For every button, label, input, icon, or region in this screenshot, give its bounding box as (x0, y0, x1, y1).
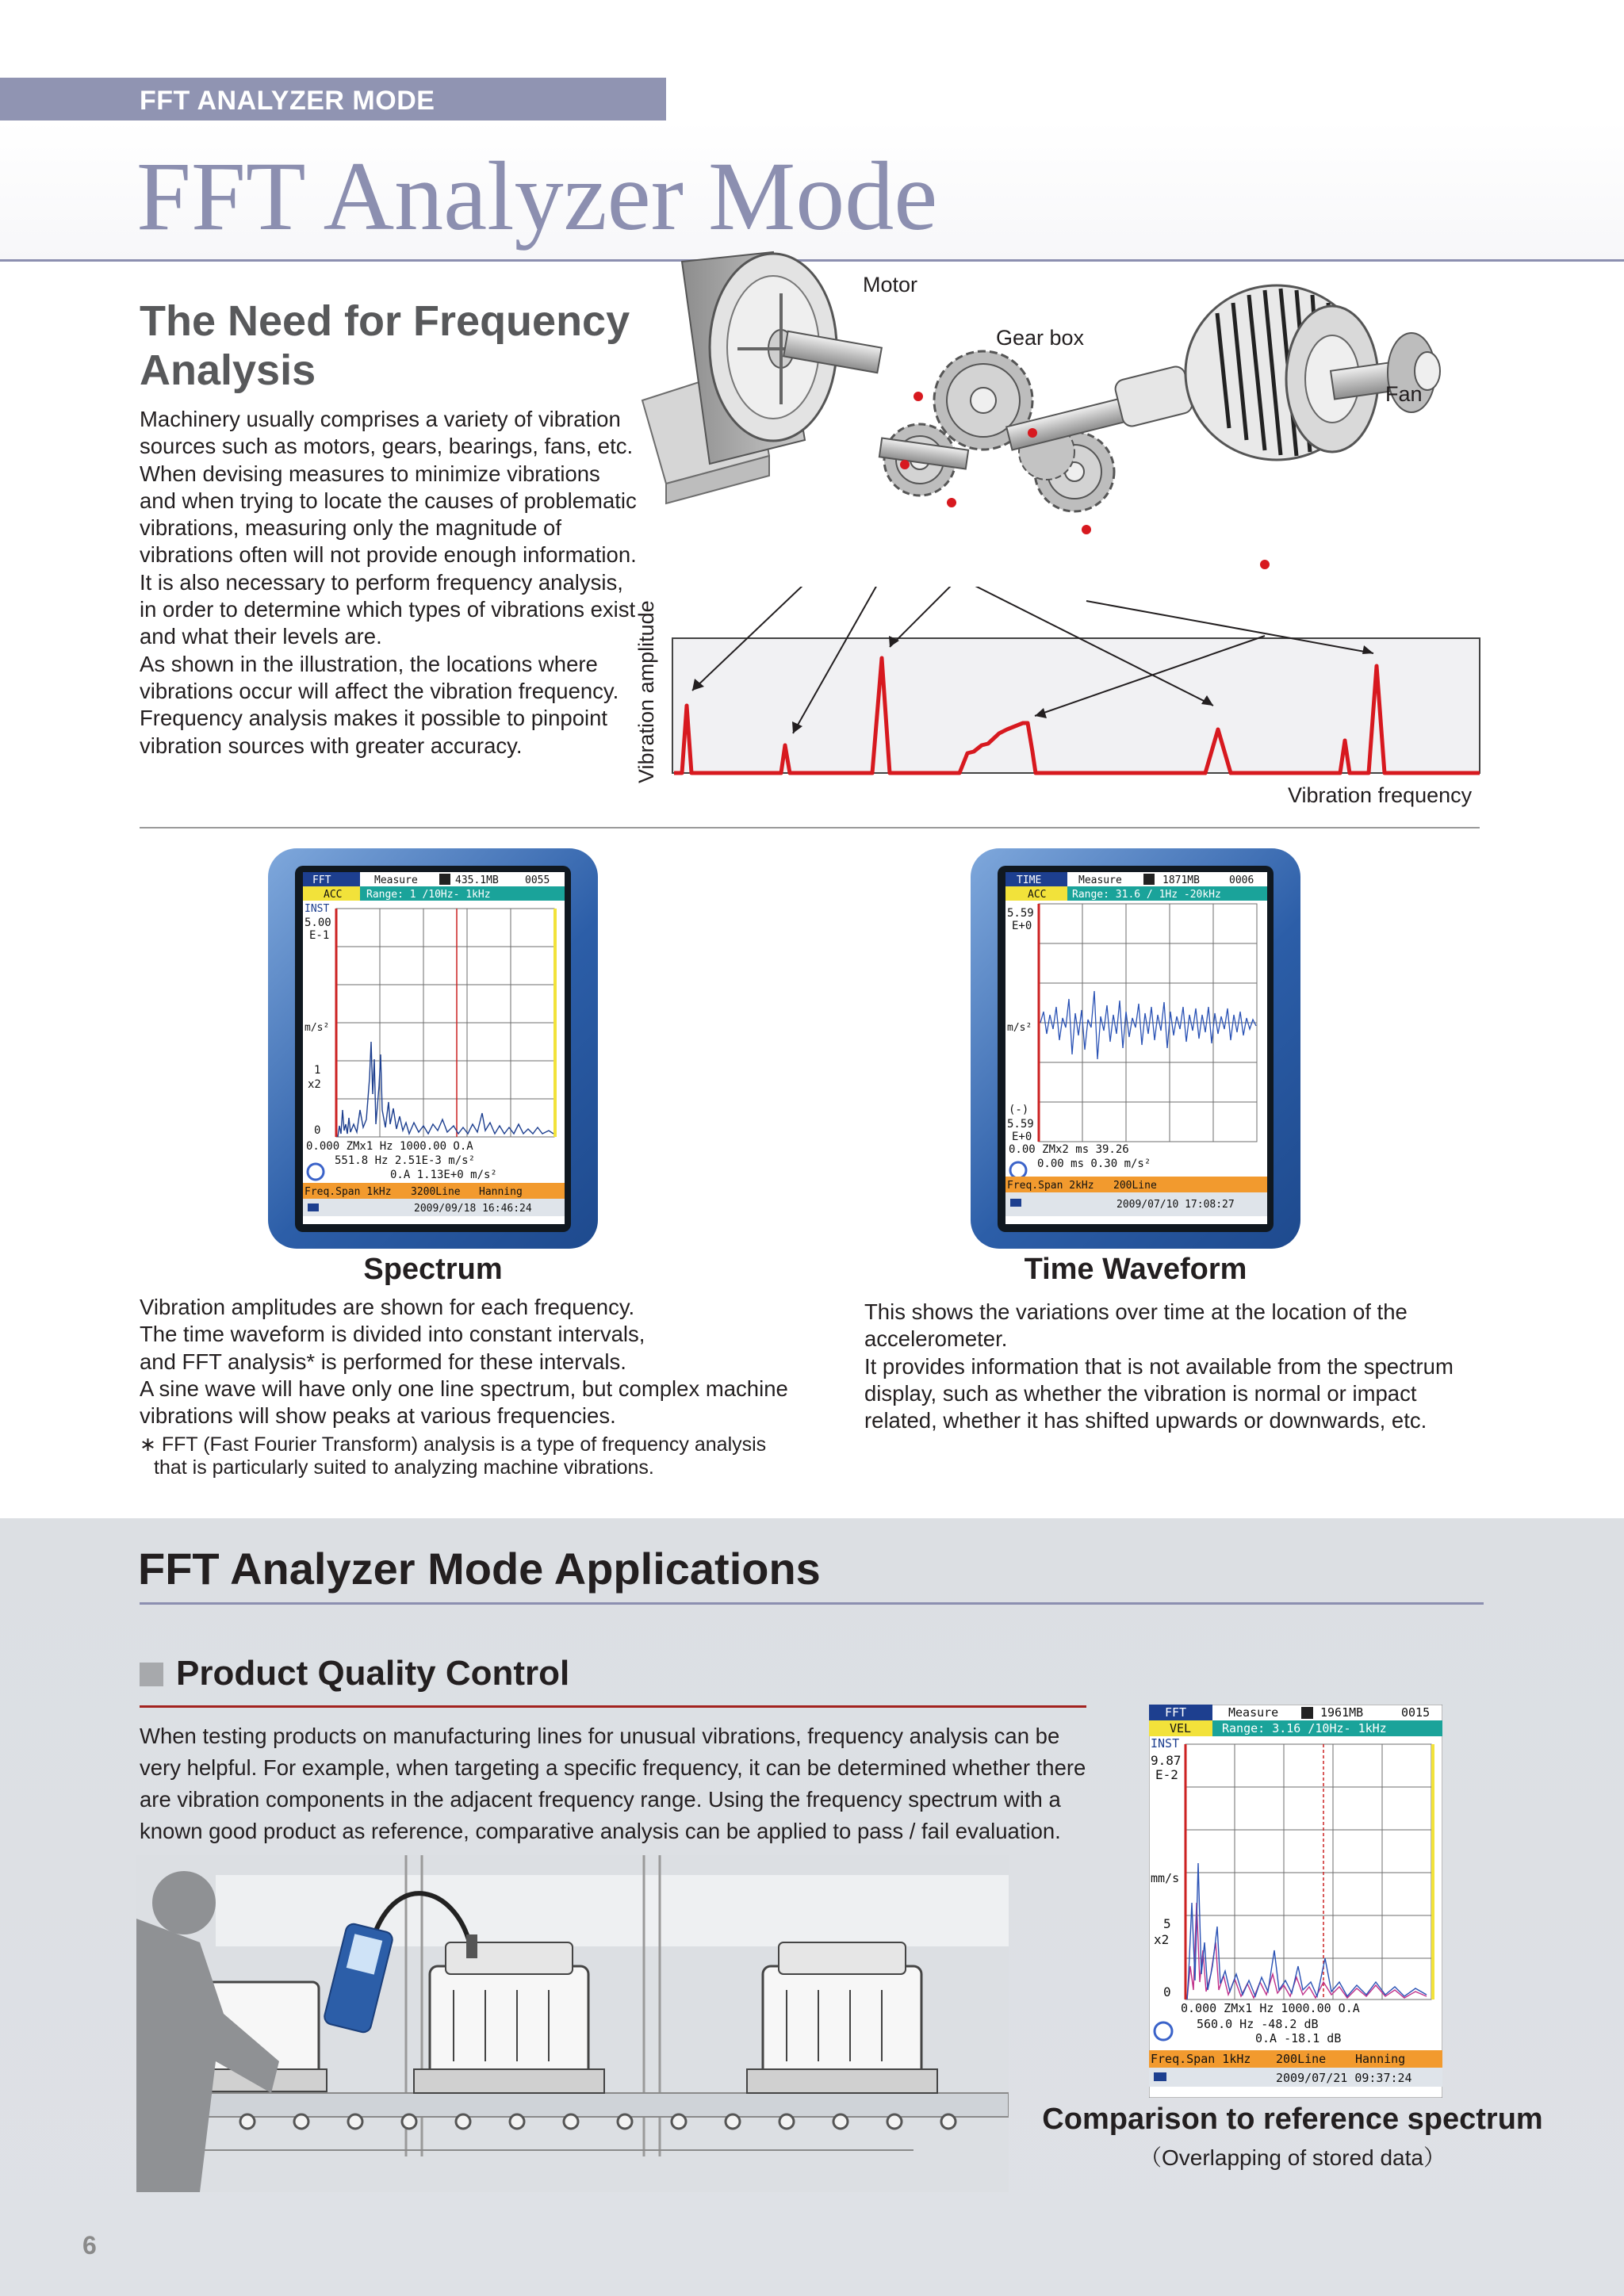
fft-footnote (140, 1433, 790, 1479)
need-paragraph-2: As shown in the illustration, the locations where vibrations occur will affect the vibration frequency. Frequency analysis makes it possible to pinpoint vibration sources with greater accuracy. (140, 651, 619, 758)
compare-readout-2: 560.0 Hz -48.2 dB (1197, 2017, 1319, 2031)
need-heading (140, 297, 663, 395)
screen-y-exp: E-1 (309, 929, 330, 942)
time-screen-y-unit: m/s² (1007, 1022, 1032, 1034)
gear-box-label: Gear box (996, 326, 1085, 350)
accelerometer (466, 1934, 477, 1958)
time-screen-datetime: 2009/07/10 17:08:27 (1116, 1199, 1235, 1211)
pqc-bullet (140, 1663, 163, 1686)
plot-frame (672, 638, 1480, 773)
time-description (864, 1299, 1467, 1434)
screen-y-scale-b: x2 (308, 1078, 321, 1091)
time-screen (1005, 872, 1267, 1224)
screen-footer-lines: 3200Line (411, 1186, 461, 1198)
motor-label: Motor (863, 273, 918, 297)
compare-inst: INST (1151, 1736, 1180, 1751)
spectrum-text-2: The time waveform is divided into constant intervals, (140, 1322, 645, 1347)
time-device (971, 848, 1300, 1249)
footnote-line-1: ∗ FFT (Fast Fourier Transform) analysis is a type of frequency analysis (140, 1433, 767, 1456)
time-screen-footer-span: Freq.Span 2kHz (1007, 1180, 1094, 1192)
page-number: 6 (82, 2231, 97, 2260)
fan (1185, 285, 1440, 460)
compare-readout-3: 0.A -18.1 dB (1255, 2031, 1342, 2045)
compare-y-scale-a: 5 (1163, 1916, 1171, 1931)
screen-readout-1: 0.000 ZMx1 Hz 1000.00 O.A (306, 1140, 473, 1153)
production-line-illustration (136, 1855, 1009, 2192)
compare-measure: Measure (1228, 1705, 1279, 1720)
screen-footer-span: Freq.Span 1kHz (304, 1186, 392, 1198)
time-screen-y-exp: E+0 (1012, 920, 1032, 932)
screen-inst: INST (304, 903, 330, 915)
compare-y-exp: E-2 (1155, 1767, 1178, 1782)
applications-rule (140, 1602, 1484, 1605)
compare-readout-1: 0.000 ZMx1 Hz 1000.00 O.A (1181, 2001, 1360, 2015)
x-axis-label: Vibration frequency (1288, 783, 1473, 807)
compare-y-zero: 0 (1163, 1984, 1171, 1999)
motor (642, 252, 837, 503)
time-screen-y-bot: 5.59 (1007, 1118, 1034, 1131)
time-screen-memory: 1871MB (1162, 874, 1200, 886)
compare-datetime: 2009/07/21 09:37:24 (1276, 2071, 1412, 2085)
compare-footer-lines: 200Line (1276, 2052, 1327, 2066)
screen-memory: 435.1MB (455, 874, 499, 886)
need-intro (140, 406, 639, 760)
time-screen-count: 0006 (1229, 874, 1254, 886)
spectrum-description (140, 1294, 802, 1429)
machinery-illustration (634, 246, 1522, 610)
mid-divider (140, 827, 1480, 828)
time-screen-readout-2: 0.00 ms 0.30 m/s² (1037, 1158, 1151, 1170)
spectrum-text-3: and FFT analysis* is performed for these intervals. (140, 1349, 626, 1374)
screen-unit-tag: ACC (324, 889, 343, 901)
screen-y-top: 5.00 (304, 916, 331, 929)
spectrum-screen (303, 872, 565, 1224)
applications-title: FFT Analyzer Mode Applications (138, 1544, 821, 1594)
screen-y-zero: 0 (314, 1124, 321, 1137)
screen-y-scale-a: 1 (314, 1064, 321, 1077)
screen-measure: Measure (374, 874, 418, 886)
time-screen-range: Range: 31.6 / 1Hz -20kHz (1072, 889, 1221, 901)
spectrum-text-4: A sine wave will have only one line spectrum, but complex machine vibrations will show peaks at various frequencies. (140, 1376, 788, 1429)
engine-2 (414, 1942, 604, 2093)
pqc-body: When testing products on manufacturing lines for unusual vibrations, frequency analysis can be very helpful. For example, when targeting a specific frequency, it can be determined whether there are vibration components in the adjacent frequency range. Using the frequency spectrum with a known good product as reference, comparative analysis can be applied to pass / fail evaluation. (140, 1724, 1086, 1843)
time-screen-y-top: 5.59 (1007, 907, 1034, 920)
screen-datetime: 2009/09/18 16:46:24 (414, 1203, 532, 1215)
compare-y-unit: mm/s (1151, 1871, 1180, 1885)
section-tab (0, 78, 666, 121)
time-text-1: This shows the variations over time at the location of the accelerometer. (864, 1299, 1408, 1352)
screen-readout-3: 0.A 1.13E+0 m/s² (390, 1169, 497, 1181)
comparison-screen (1149, 1705, 1442, 2098)
comparison-subcaption: （Overlapping of stored data） (1139, 2145, 1446, 2170)
screen-readout-2: 551.8 Hz 2.51E-3 m/s² (335, 1154, 476, 1167)
y-axis-label: Vibration amplitude (634, 600, 658, 783)
compare-y-scale-b: x2 (1154, 1932, 1170, 1947)
screen-mode: FFT (312, 874, 331, 886)
section-tab-label: FFT ANALYZER MODE (140, 86, 435, 116)
screen-range: Range: 1 /10Hz- 1kHz (366, 889, 491, 901)
time-screen-footer-lines: 200Line (1113, 1180, 1157, 1192)
time-screen-y-neg: (-) (1009, 1104, 1029, 1116)
time-screen-readout-1: 0.00 ZMx2 ms 39.26 (1009, 1143, 1129, 1156)
conveyor-belt (184, 2093, 1009, 2117)
spectrum-text-1: Vibration amplitudes are shown for each frequency. (140, 1295, 635, 1319)
screen-y-unit: m/s² (304, 1022, 330, 1034)
spectrum-device (268, 848, 598, 1249)
screen-count: 0055 (525, 874, 550, 886)
time-screen-y-bot-exp: E+0 (1012, 1131, 1032, 1143)
need-heading-line2: Analysis (140, 346, 316, 394)
footnote-line-2: that is particularly suited to analyzing machine vibrations. (154, 1456, 654, 1479)
coupling (1113, 365, 1194, 428)
compare-footer-window: Hanning (1355, 2052, 1406, 2066)
time-caption: Time Waveform (1024, 1253, 1247, 1286)
compare-count: 0015 (1401, 1705, 1431, 1720)
spectrum-caption: Spectrum (363, 1253, 503, 1286)
page-title: FFT Analyzer Mode (136, 142, 938, 251)
time-screen-unit-tag: ACC (1028, 889, 1047, 901)
screen-footer-window: Hanning (479, 1186, 523, 1198)
time-text-2: It provides information that is not available from the spectrum display, such as whether the vibration is normal or impact related, whether it has shifted upwards or downwards, etc. (864, 1353, 1454, 1433)
time-screen-mode: TIME (1017, 874, 1042, 886)
engine-3 (747, 1942, 937, 2093)
compare-y-top: 9.87 (1151, 1753, 1182, 1768)
need-heading-line1: The Need for Frequency (140, 297, 630, 345)
fan-label: Fan (1385, 382, 1423, 406)
time-screen-measure: Measure (1078, 874, 1122, 886)
compare-range: Range: 3.16 /10Hz- 1kHz (1222, 1721, 1387, 1735)
gear-box (879, 351, 1159, 511)
compare-memory: 1961MB (1320, 1705, 1364, 1720)
comparison-caption: Comparison to reference spectrum (1042, 2103, 1543, 2136)
pqc-rule (140, 1705, 1086, 1708)
compare-mode: FFT (1165, 1705, 1187, 1720)
need-paragraph-1: Machinery usually comprises a variety of vibration sources such as motors, gears, bearings, fans, etc. When devising measures to minimize vibrations and when trying to locate the causes of problematic vibrations, measuring only the magnitude of vibrations often will not provide enough information. It is also necessary to perform frequency analysis, in order to determine which types of vibrations exist and what their levels are. (140, 407, 637, 649)
compare-unit-tag: VEL (1170, 1721, 1192, 1735)
pqc-title: Product Quality Control (176, 1654, 570, 1693)
compare-footer-span: Freq.Span 1kHz (1151, 2052, 1251, 2066)
